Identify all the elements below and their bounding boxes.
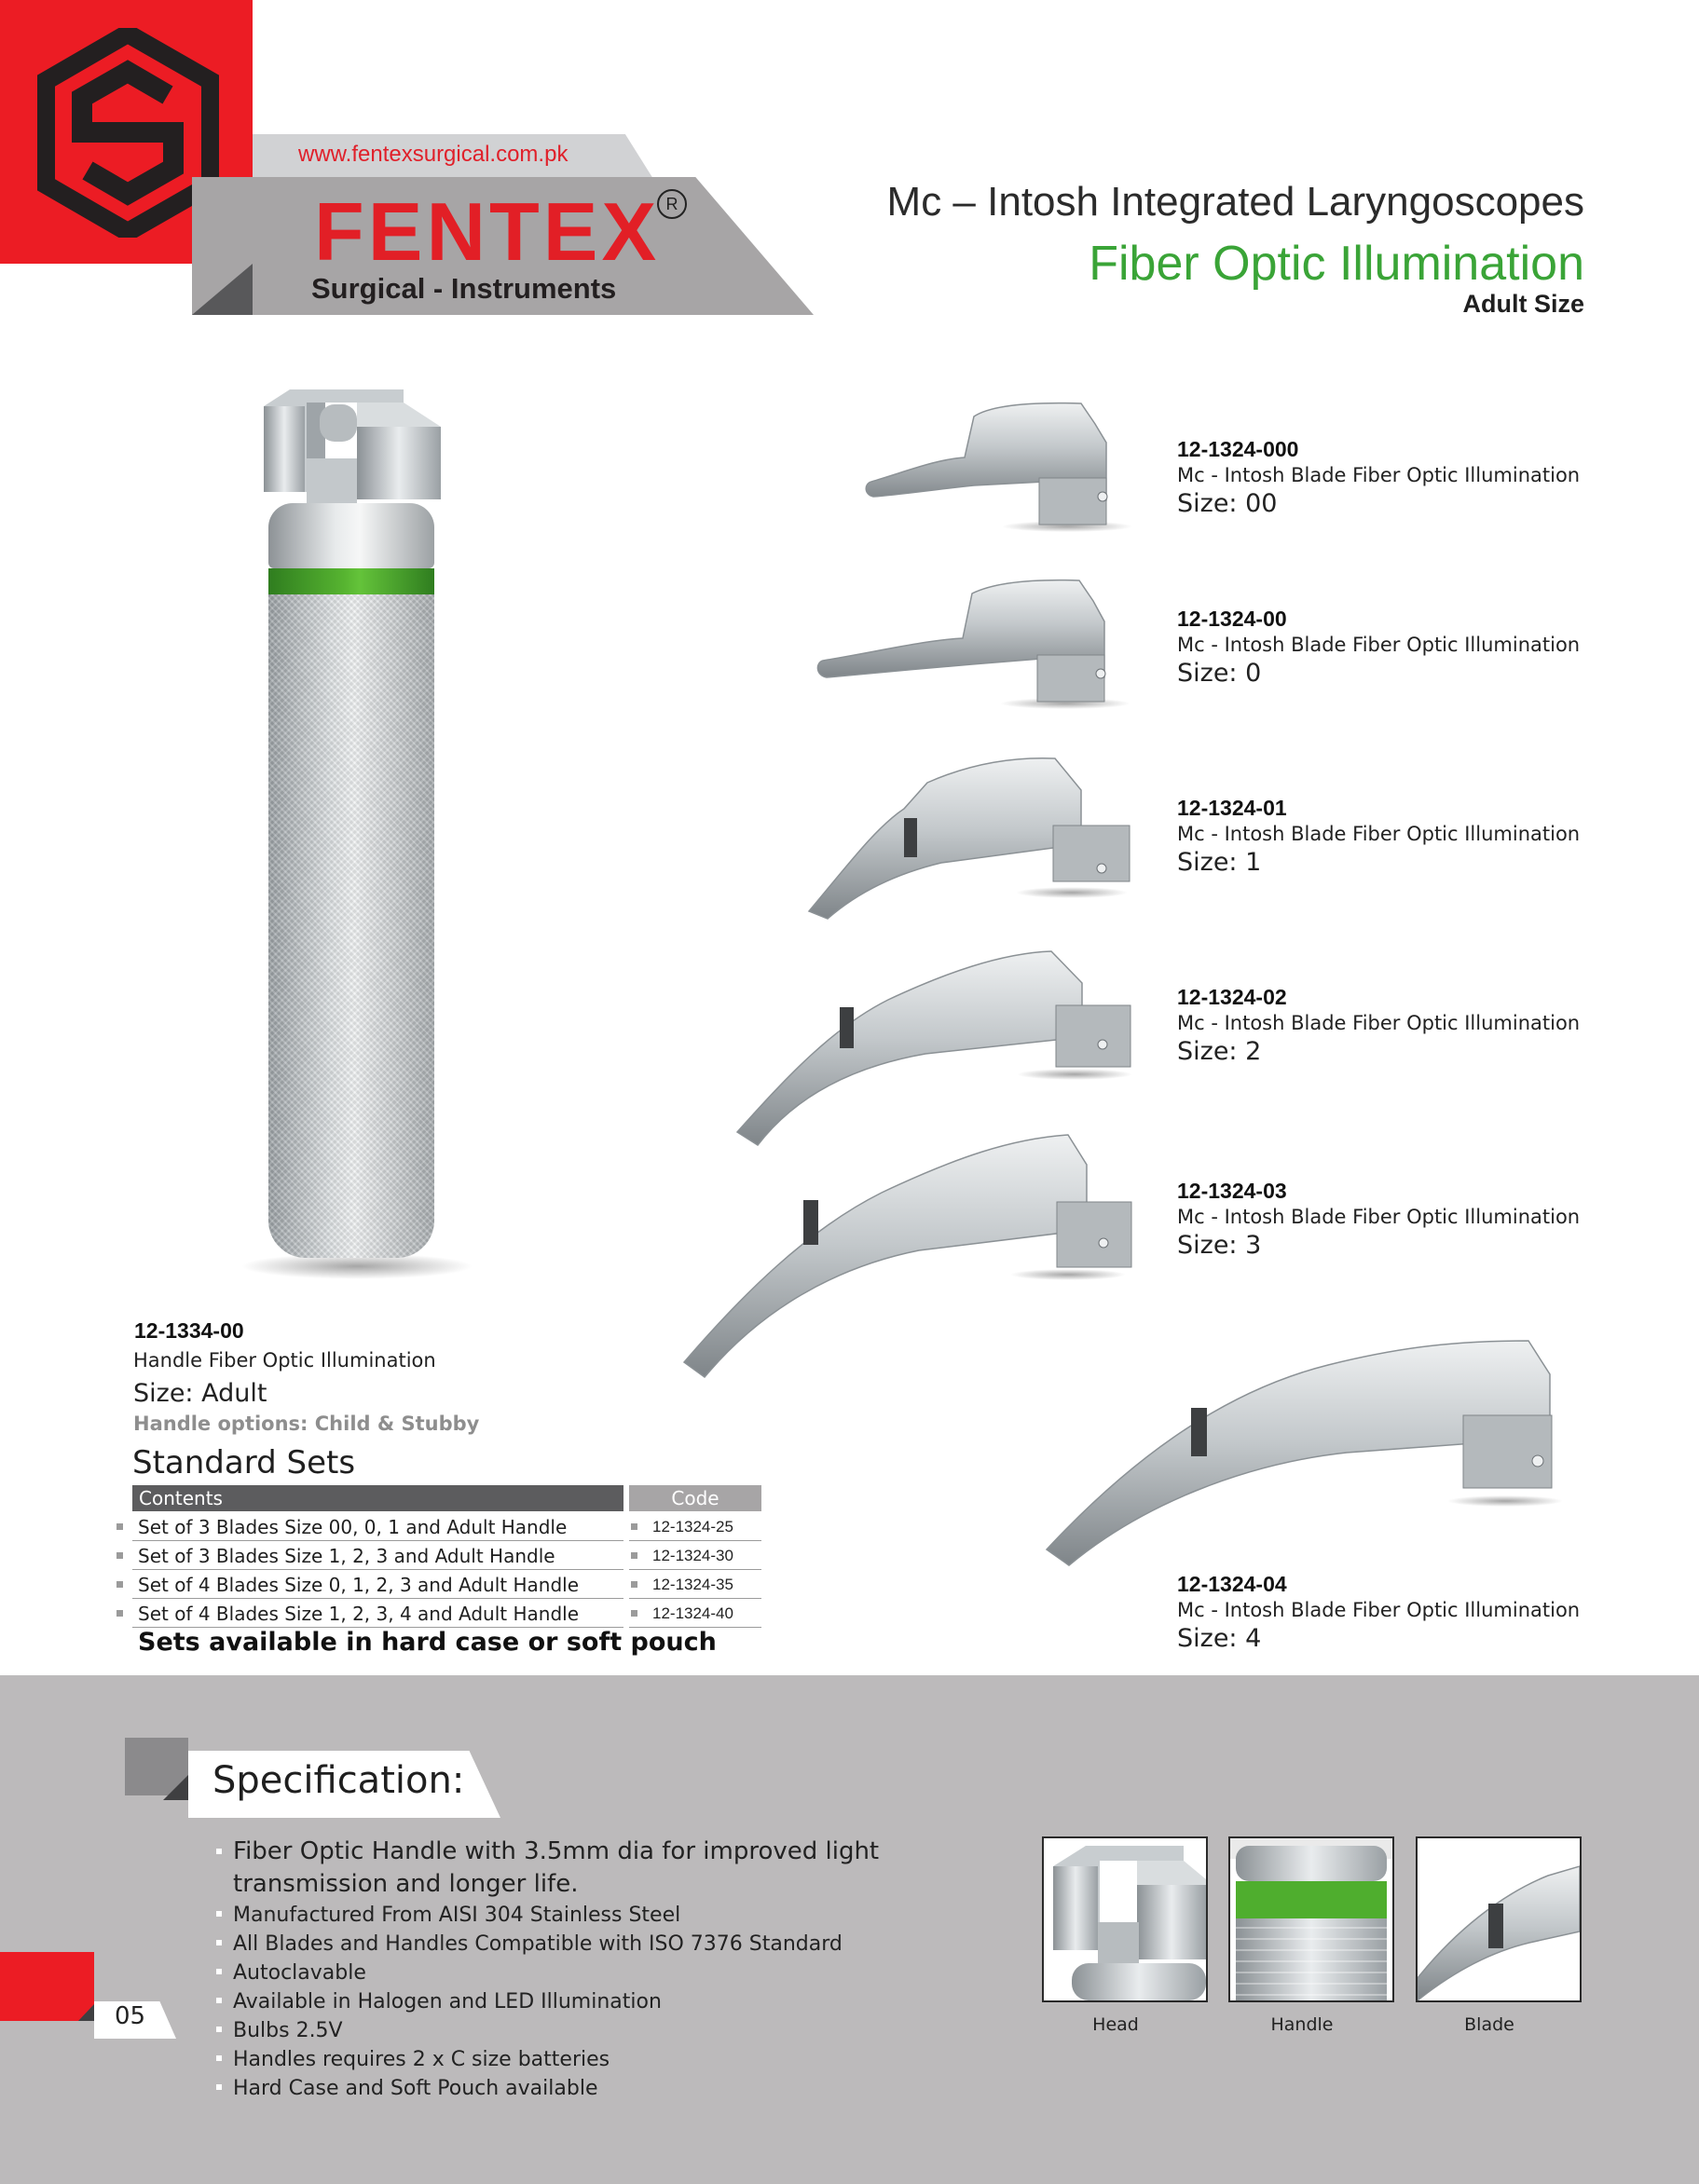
set-row (116, 1600, 761, 1628)
blade-size-1-icon (802, 753, 1132, 930)
set-row (116, 1571, 761, 1599)
spec-text: Hard Case and Soft Pouch available (233, 2077, 598, 2100)
registered-mark-icon: R (657, 189, 687, 219)
blade-code: 12-1324-01 (1177, 796, 1287, 820)
blade-size: Size: 2 (1177, 1037, 1262, 1066)
blade-description: Mc - Intosh Blade Fiber Optic Illumination (1177, 1599, 1581, 1621)
handle-code: 12-1334-00 (134, 1318, 244, 1343)
bullet-icon (216, 2084, 222, 2090)
spec-text: Fiber Optic Handle with 3.5mm dia for improved light (233, 1837, 880, 1865)
spec-text: Handles requires 2 x C size batteries (233, 2048, 610, 2071)
sets-header-code: Code (629, 1485, 761, 1511)
handle-options: Handle options: Child & Stubby (133, 1413, 480, 1435)
bullet-icon (216, 1940, 222, 1945)
page-number-red-block (0, 1952, 94, 2021)
handle-size: Size: Adult (133, 1379, 267, 1408)
blade-size: Size: 1 (1177, 848, 1262, 877)
page-number: 05 (115, 2002, 146, 2030)
set-row (116, 1542, 761, 1570)
blade-code: 12-1324-03 (1177, 1179, 1287, 1203)
set-code: 12-1324-25 (629, 1513, 761, 1541)
blade-size-2-icon (730, 948, 1132, 1157)
blade-size: Size: 3 (1177, 1231, 1262, 1260)
page-subtitle: Fiber Optic Illumination (1089, 237, 1584, 291)
handle-head-icon (1044, 1838, 1206, 2000)
blade-code: 12-1324-04 (1177, 1572, 1287, 1596)
handle-description: Handle Fiber Optic Illumination (133, 1349, 436, 1372)
set-code: 12-1324-35 (629, 1571, 761, 1599)
blade-description: Mc - Intosh Blade Fiber Optic Illumination (1177, 464, 1581, 486)
blade-size-0-icon (814, 573, 1132, 713)
bullet-icon (216, 1969, 222, 1974)
blade-info (1177, 985, 1580, 1066)
thumbnail-head (1042, 1836, 1208, 2002)
bullet-icon (216, 2027, 222, 2032)
spec-text: All Blades and Handles Compatible with ISO 7376 Standard (233, 1932, 843, 1956)
bullet-icon (116, 1610, 123, 1617)
sets-header-contents: Contents (132, 1485, 623, 1511)
blade-info (1177, 437, 1580, 518)
spec-text: Bulbs 2.5V (233, 2019, 343, 2042)
handle-green-band (268, 568, 434, 594)
sets-note: Sets available in hard case or soft pouch (138, 1628, 717, 1657)
thumbnail-label-head: Head (1092, 2014, 1139, 2035)
fentex-logo-icon (37, 28, 219, 238)
blade-code: 12-1324-000 (1177, 437, 1299, 461)
handle-grip-icon (1230, 1838, 1392, 2000)
spec-text: Available in Halogen and LED Illumination (233, 1990, 662, 2013)
set-code: 12-1324-40 (629, 1600, 761, 1628)
thumbnail-handle (1228, 1836, 1394, 2002)
blade-info (1177, 607, 1580, 688)
set-content: Set of 4 Blades Size 1, 2, 3, 4 and Adult Handle (132, 1600, 623, 1628)
blade-info (1177, 1572, 1580, 1653)
standard-sets-title: Standard Sets (132, 1444, 356, 1481)
spec-text: Manufactured From AISI 304 Stainless Steel (233, 1904, 681, 1927)
set-content: Set of 4 Blades Size 0, 1, 2, 3 and Adult Handle (132, 1571, 623, 1599)
blade-size-4-icon (1039, 1328, 1570, 1575)
blade-size: Size: 00 (1177, 489, 1278, 518)
brand-tagline: Surgical - Instruments (311, 272, 617, 305)
bullet-icon (216, 2055, 222, 2061)
spec-text: Autoclavable (233, 1961, 366, 1985)
blade-size: Size: 4 (1177, 1624, 1262, 1653)
blade-description: Mc - Intosh Blade Fiber Optic Illumination (1177, 634, 1581, 656)
blade-code: 12-1324-02 (1177, 985, 1287, 1009)
bullet-icon (216, 1911, 222, 1917)
bullet-icon (216, 1998, 222, 2003)
blade-detail-icon (1418, 1838, 1580, 2000)
handle-head-icon (264, 389, 441, 506)
set-content: Set of 3 Blades Size 1, 2, 3 and Adult Handle (132, 1542, 623, 1570)
bullet-icon (116, 1523, 123, 1530)
set-code: 12-1324-30 (629, 1542, 761, 1570)
brand-name: FENTEX (314, 185, 661, 278)
bullet-icon (116, 1552, 123, 1559)
handle-collar (268, 503, 434, 568)
blade-description: Mc - Intosh Blade Fiber Optic Illumination (1177, 1206, 1581, 1228)
page-title: Mc – Intosh Integrated Laryngoscopes (886, 179, 1584, 225)
size-category: Adult Size (1462, 290, 1584, 318)
specification-title: Specification: (212, 1759, 465, 1802)
bullet-icon (216, 1849, 222, 1854)
set-content: Set of 3 Blades Size 00, 0, 1 and Adult Handle (132, 1513, 623, 1541)
blade-info (1177, 796, 1580, 877)
set-row (116, 1513, 761, 1541)
blade-description: Mc - Intosh Blade Fiber Optic Illumination (1177, 823, 1581, 845)
blade-description: Mc - Intosh Blade Fiber Optic Illumination (1177, 1012, 1581, 1034)
blade-size: Size: 0 (1177, 659, 1262, 688)
website-link[interactable]: www.fentexsurgical.com.pk (298, 142, 569, 167)
bullet-icon (116, 1581, 123, 1588)
blade-info (1177, 1179, 1580, 1260)
blade-code: 12-1324-00 (1177, 607, 1287, 631)
thumbnail-label-blade: Blade (1464, 2014, 1514, 2035)
handle-knurled-body (268, 594, 434, 1258)
thumbnail-blade (1416, 1836, 1582, 2002)
blade-size-00-icon (862, 396, 1132, 536)
spec-text: transmission and longer life. (233, 1870, 579, 1898)
thumbnail-label-handle: Handle (1270, 2014, 1334, 2035)
